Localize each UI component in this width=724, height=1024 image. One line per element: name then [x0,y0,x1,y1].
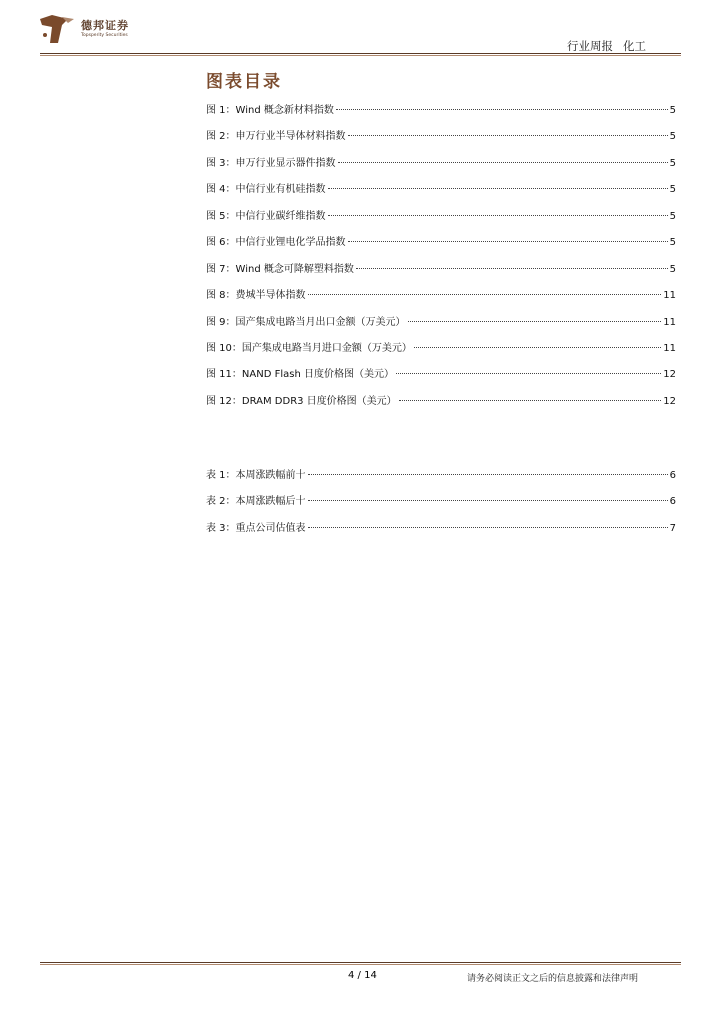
logo-company-en: Topsperity Securities [81,33,128,38]
figure-list [206,101,676,418]
toc-entry-label: 图 10：国产集成电路当月进口金额（万美元） [206,342,412,354]
toc-entry-label: 图 6：中信行业锂电化学品指数 [206,237,346,249]
toc-entry-page: 5 [669,184,676,196]
toc-entry-label: 图 3：申万行业显示器件指数 [206,157,336,169]
table-list [206,466,676,545]
dot-leader [338,162,668,163]
dot-leader [408,321,662,322]
toc-entry-page: 5 [669,263,676,275]
dot-leader [356,268,668,269]
toc-entry-page: 11 [663,342,676,354]
dot-leader [308,527,668,528]
toc-entry-label: 图 7：Wind 概念可降解塑料指数 [206,263,354,275]
toc-entry-label: 图 12：DRAM DDR3 日度价格图（美元） [206,395,397,407]
toc-entry-label: 图 5：中信行业碳纤维指数 [206,210,326,222]
table-toc-entry[interactable] [206,466,676,492]
figure-toc-entry[interactable] [206,286,676,312]
dot-leader [328,215,668,216]
toc-entry-page: 5 [669,105,676,116]
figure-toc-entry[interactable] [206,392,676,418]
dot-leader [399,400,662,401]
toc-entry-label: 图 2：申万行业半导体材料指数 [206,131,346,143]
toc-entry-page: 5 [669,157,676,169]
toc-entry-label: 图 9：国产集成电路当月出口金额（万美元） [206,316,406,328]
logo-mark-icon [38,13,78,47]
dot-leader [396,373,661,374]
table-toc-entry[interactable] [206,519,676,545]
table-toc-entry[interactable] [206,492,676,518]
toc-entry-page: 5 [669,237,676,249]
figure-toc-entry[interactable] [206,127,676,153]
page-number: 4 / 14 [348,970,377,981]
figure-toc-entry[interactable] [206,180,676,206]
figure-toc-entry[interactable] [206,101,676,127]
figure-toc-entry[interactable] [206,339,676,365]
footer-divider [40,962,681,963]
dot-leader [348,135,668,136]
toc-entry-page: 11 [663,290,676,302]
figure-toc-entry[interactable] [206,154,676,180]
dot-leader [308,294,662,295]
toc-entry-label: 图 11：NAND Flash 日度价格图（美元） [206,369,394,381]
dot-leader [336,109,668,110]
footer-divider-secondary [40,964,681,965]
toc-entry-page: 6 [669,496,676,508]
toc-entry-page: 7 [669,522,676,534]
dot-leader [308,474,668,475]
report-type: 行业周报 [567,39,613,53]
figure-toc-entry[interactable] [206,313,676,339]
figure-toc-entry[interactable] [206,365,676,391]
figure-toc-entry[interactable] [206,260,676,286]
toc-entry-label: 图 1：Wind 概念新材料指数 [206,105,334,116]
dot-leader [348,241,668,242]
header-tag [567,38,646,54]
disclaimer-note: 请务必阅读正文之后的信息披露和法律声明 [467,974,639,984]
figure-toc-entry[interactable] [206,233,676,259]
company-logo [38,13,148,49]
dot-leader [414,347,661,348]
toc-entry-label: 图 8：费城半导体指数 [206,290,306,302]
toc-entry-label: 表 2：本周涨跌幅后十 [206,496,306,508]
dot-leader [308,500,668,501]
toc-entry-label: 图 4：中信行业有机硅指数 [206,184,326,196]
toc-title: 图表目录 [206,72,282,92]
toc-entry-label: 表 1：本周涨跌幅前十 [206,470,306,481]
figure-toc-entry[interactable] [206,207,676,233]
toc-entry-page: 6 [669,470,676,481]
toc-entry-page: 12 [663,369,676,381]
header-divider-secondary [40,55,681,56]
toc-entry-label: 表 3：重点公司估值表 [206,522,306,534]
logo-company-cn: 德邦证券 [81,19,129,32]
dot-leader [328,188,668,189]
toc-entry-page: 12 [663,395,676,407]
sector: 化工 [623,39,646,53]
header-divider [40,53,681,54]
toc-entry-page: 5 [669,131,676,143]
toc-entry-page: 5 [669,210,676,222]
toc-entry-page: 11 [663,316,676,328]
